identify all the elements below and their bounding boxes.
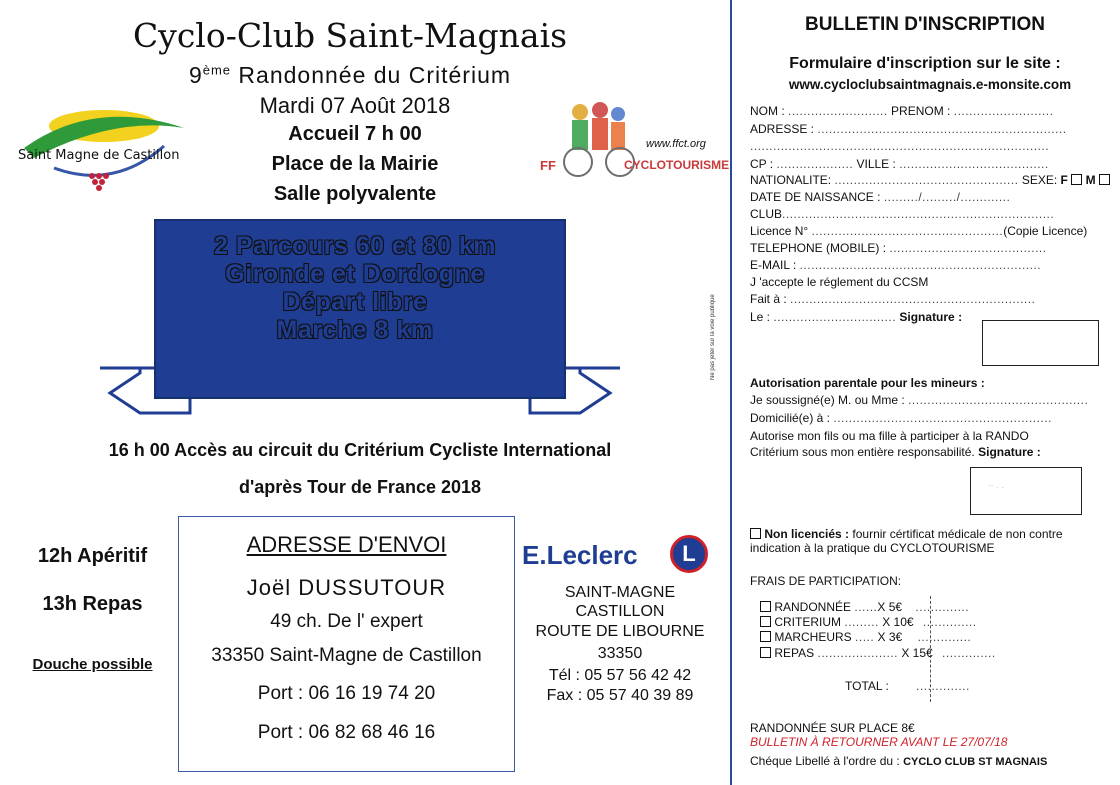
fees-title: FRAIS DE PARTICIPATION: bbox=[750, 574, 902, 588]
vertical-divider bbox=[730, 0, 732, 785]
address-street: 49 ch. De l' expert bbox=[270, 611, 423, 632]
parental-title: Autorisation parentale pour les mineurs : bbox=[750, 376, 985, 390]
fee-row-marcheurs[interactable]: MARCHEURS ..... X 3€ .............. bbox=[760, 630, 971, 644]
sponsor-line-4: 33350 bbox=[597, 645, 643, 662]
field-adresse[interactable]: ADRESSE : ................................................................. bbox=[750, 122, 1067, 136]
ffct-name: CYCLOTOURISME bbox=[624, 158, 730, 172]
aperitif-time: 12h Apéritif bbox=[37, 545, 148, 567]
checkbox-randonnee[interactable] bbox=[760, 601, 771, 612]
on-site-price: RANDONNÉE SUR PLACE 8€ bbox=[750, 721, 915, 735]
leclerc-logo-letter: L bbox=[682, 541, 696, 566]
leclerc-logo-icon bbox=[670, 535, 708, 573]
form-title: BULLETIN D'INSCRIPTION bbox=[805, 14, 1045, 35]
field-domicile[interactable]: Domicilié(e) à : ......................................................... bbox=[750, 411, 1052, 425]
banner-text bbox=[160, 232, 550, 344]
signature-box[interactable] bbox=[982, 320, 1099, 366]
field-soussigne[interactable]: Je soussigné(e) M. ou Mme : ............................................... bbox=[750, 393, 1089, 407]
banner-line-walk: Marche 8 km bbox=[276, 316, 434, 344]
fee-row-criterium[interactable]: CRITERIUM ......... X 10€ .............. bbox=[760, 615, 977, 629]
field-accept-rules: J 'accepte le réglement du CCSM bbox=[750, 275, 929, 289]
tour-line: d'après Tour de France 2018 bbox=[238, 477, 482, 497]
signature-mark: ˙˙ ˑ ˑ bbox=[988, 484, 1004, 494]
ffct-url: www.ffct.org bbox=[646, 138, 706, 150]
field-adresse-2[interactable]: .............................................................................. bbox=[750, 139, 1050, 153]
event-hall: Salle polyvalente bbox=[273, 183, 437, 205]
field-fait-a[interactable]: Fait à : ................................................................ bbox=[750, 292, 1036, 306]
checkbox-marcheurs[interactable] bbox=[760, 631, 771, 642]
banner-line-routes: 2 Parcours 60 et 80 km bbox=[214, 232, 496, 260]
address-name: Joël DUSSUTOUR bbox=[246, 575, 447, 600]
field-nationalite[interactable]: NATIONALITE: ................................................ SEXE: F M bbox=[750, 173, 1110, 187]
welcome-time: Accueil 7 h 00 bbox=[288, 123, 422, 145]
club-title: Cyclo-Club Saint-Magnais bbox=[132, 16, 568, 55]
field-email[interactable]: E-MAIL : ............................................................... bbox=[750, 258, 1042, 272]
address-city: 33350 Saint-Magne de Castillon bbox=[211, 645, 482, 666]
checkbox-non-licensed[interactable] bbox=[750, 528, 761, 539]
parental-authorize-2: Critérium sous mon entière responsabilité. Signature : bbox=[750, 445, 1041, 459]
field-date-signature[interactable]: Le : ................................ Signature : bbox=[750, 310, 963, 324]
form-website: www.cycloclubsaintmagnais.e-monsite.com bbox=[788, 77, 1072, 92]
non-licensed-note-2: indication à la pratique du CYCLOTOURISME bbox=[750, 541, 995, 555]
field-club[interactable]: CLUB....................................................................... bbox=[750, 207, 1055, 221]
sponsor-fax: Fax : 05 57 40 39 89 bbox=[546, 687, 694, 704]
field-cp-ville[interactable]: CP : .................... VILLE : ....................................... bbox=[750, 157, 1049, 171]
fee-row-repas[interactable]: REPAS ..................... X 15€ .............. bbox=[760, 646, 996, 660]
fee-row-randonnee[interactable]: RANDONNÉE ......X 5€ .............. bbox=[760, 600, 969, 614]
event-date: Mardi 07 Août 2018 bbox=[259, 93, 451, 118]
checkbox-male[interactable] bbox=[1099, 174, 1110, 185]
checkbox-repas[interactable] bbox=[760, 647, 771, 658]
saint-magne-logo-text: Saint Magne de Castillon bbox=[18, 148, 180, 163]
edition-title: 9ème Randonnée du Critérium bbox=[188, 62, 512, 88]
ffct-ff: FF bbox=[540, 158, 556, 173]
banner-line-regions: Gironde et Dordogne bbox=[225, 260, 485, 288]
saint-magne-logo bbox=[14, 98, 194, 198]
checkbox-female[interactable] bbox=[1071, 174, 1082, 185]
address-title: ADRESSE D'ENVOI bbox=[246, 532, 447, 557]
mailing-address-box bbox=[178, 516, 515, 772]
shower-note: Douche possible bbox=[32, 656, 153, 673]
return-deadline: BULLETIN À RETOURNER AVANT LE 27/07/18 bbox=[750, 735, 1008, 749]
field-telephone[interactable]: TELEPHONE (MOBILE) : ......................................... bbox=[750, 241, 1047, 255]
cheque-line: Chéque Libellé à l'ordre du : CYCLO CLUB ST MAGNAIS bbox=[750, 754, 1048, 768]
form-subtitle: Formulaire d'inscription sur le site : bbox=[789, 55, 1061, 72]
access-line: 16 h 00 Accès au circuit du Critérium Cycliste International bbox=[108, 440, 612, 460]
meal-time: 13h Repas bbox=[42, 593, 143, 615]
leclerc-name: E.Leclerc bbox=[522, 540, 638, 570]
sponsor-line-3: ROUTE DE LIBOURNE bbox=[535, 623, 705, 640]
address-phone-2: Port : 06 82 68 46 16 bbox=[257, 722, 436, 743]
checkbox-criterium[interactable] bbox=[760, 616, 771, 627]
non-licensed-note[interactable]: Non licenciés : fournir cértificat médicale de non contre bbox=[750, 527, 1063, 541]
event-place: Place de la Mairie bbox=[271, 153, 439, 175]
field-licence[interactable]: Licence N° ..................................................(Copie Licence) bbox=[750, 224, 1088, 238]
address-phone-1: Port : 06 16 19 74 20 bbox=[257, 683, 436, 704]
parental-authorize-1: Autorise mon fils ou ma fille à participer à la RANDO bbox=[750, 429, 1029, 443]
banner-line-start: Départ libre bbox=[282, 288, 428, 316]
print-note: Ne pas jeter sur la voie publique bbox=[710, 294, 716, 380]
field-nom-prenom[interactable]: NOM : .......................... PRENOM : .......................... bbox=[750, 104, 1054, 118]
sponsor-tel: Tél : 05 57 56 42 42 bbox=[548, 667, 692, 684]
field-naissance[interactable]: DATE DE NAISSANCE : ........./........./............. bbox=[750, 190, 1011, 204]
sponsor-line-1: SAINT-MAGNE bbox=[564, 584, 676, 601]
parental-signature-box[interactable] bbox=[970, 467, 1082, 515]
sponsor-line-2: CASTILLON bbox=[575, 603, 665, 620]
fee-total[interactable]: TOTAL : .............. bbox=[845, 679, 970, 693]
ffct-logo bbox=[540, 82, 730, 182]
